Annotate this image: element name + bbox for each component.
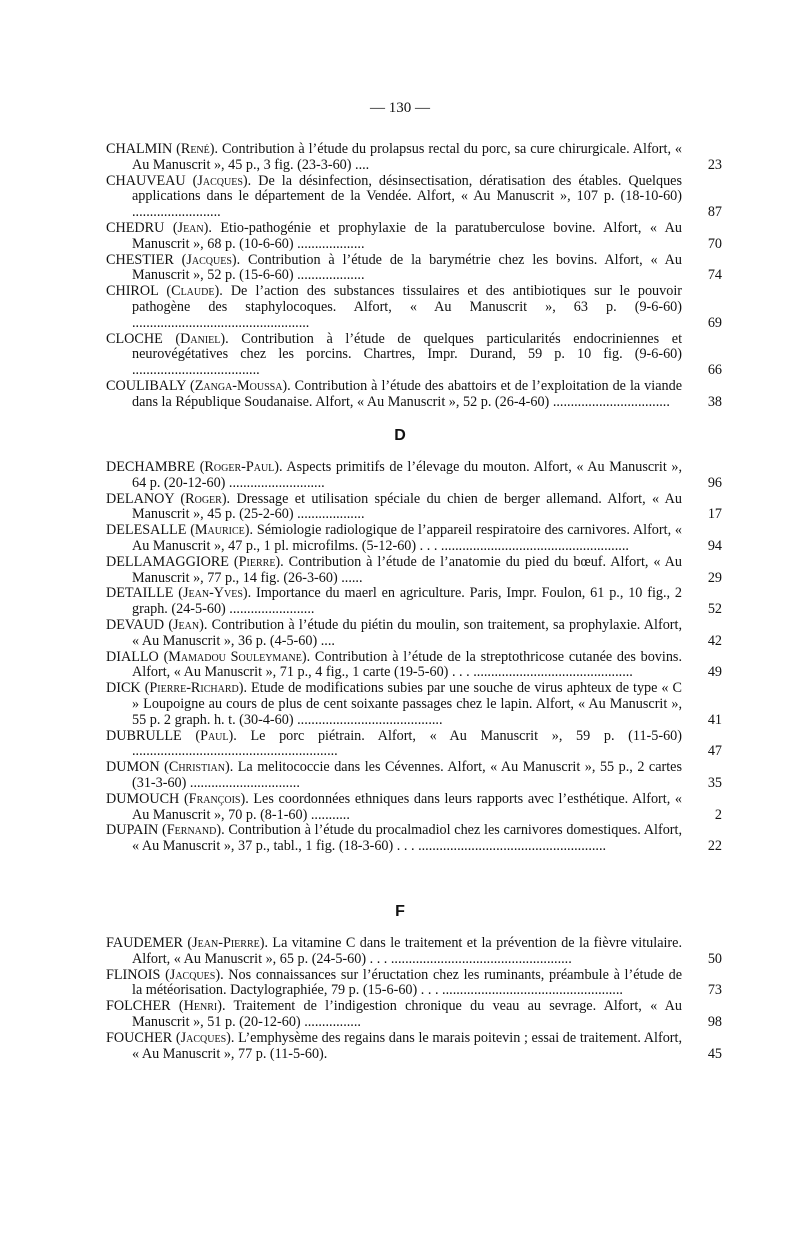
entry-text: . Nos connaissances sur l’éructation chez les ruminants, préambule à l’étude de la météorisation. Dactylographiée, 79 p. (15-6-60) . . . ................................................... bbox=[132, 966, 682, 999]
page-reference: 98 bbox=[707, 1013, 722, 1030]
bibliography-entry bbox=[106, 790, 722, 824]
bibliography-entry bbox=[106, 648, 722, 682]
page-reference: 17 bbox=[707, 506, 722, 523]
entry-text: . Contribution à l’étude du prolapsus rectal du porc, sa cure chirurgicale. Alfort, « Au Manuscrit », 45 p., 3 fig. (23-3-60) .... bbox=[132, 141, 682, 173]
author-firstname: (Jacques) bbox=[181, 251, 237, 268]
page-reference: 23 bbox=[707, 156, 722, 173]
author-firstname: (Pierre) bbox=[233, 553, 281, 570]
entry-text: . Contribution à l’étude de quelques particularités endocriniennes et neurovégétatives chez les porcins. Chartres, Impr. Durand, 59 p. 10 fig. (9-6-60) .................................... bbox=[132, 330, 683, 379]
author-surname: DECHAMBRE bbox=[106, 459, 196, 475]
author-firstname: (François) bbox=[183, 790, 246, 807]
bibliography-entry bbox=[106, 330, 722, 379]
entry-text: . Aspects primitifs de l’élevage du mouton. Alfort, « Au Manuscrit », 64 p. (20-12-60) ........................... bbox=[132, 459, 683, 491]
entry-text: . De l’action des substances tissulaires et des antibiotiques sur le pouvoir pathogène des staphylocoques. Alfort, « Au Manuscrit », 63 p. (9-6-60) .................................................. bbox=[132, 283, 683, 331]
bibliography-entry bbox=[106, 172, 722, 221]
author-surname: DELLAMAGGIORE bbox=[106, 553, 229, 570]
section-letter-f: F bbox=[395, 903, 405, 920]
bibliography-entry bbox=[106, 680, 722, 728]
author-surname: FOLCHER bbox=[106, 998, 171, 1015]
author-surname: CHESTIER bbox=[106, 251, 174, 268]
author-surname: DIALLO bbox=[106, 648, 159, 665]
author-firstname: (Jean-Yves) bbox=[178, 585, 248, 602]
author-surname: DELESALLE bbox=[106, 522, 187, 539]
author-firstname: (Maurice) bbox=[190, 522, 250, 539]
page-reference: 29 bbox=[707, 569, 722, 586]
page-reference: 45 bbox=[707, 1045, 722, 1062]
entry-text: . Contribution à l’étude du procalmadiol chez les carnivores domestiques. Alfort, « Au Manuscrit », 37 p., tabl., 1 fig. (18-3-60) . . . ..................................................... bbox=[132, 822, 682, 855]
author-firstname: (Claude) bbox=[166, 283, 220, 300]
entry-text: . Les coordonnées ethniques dans leurs rapports avec l’esthétique. Alfort, « Au Manuscrit », 70 p. (8-1-60) ........... bbox=[132, 790, 682, 823]
entry-text: . Contribution à l’étude de la streptothricose cutanée des bovins. Alfort, « Au Manuscrit », 71 p., 4 fig., 1 carte (19-5-60) . . . ............................................. bbox=[132, 648, 682, 681]
bibliography-entry bbox=[106, 459, 722, 492]
author-firstname: (Jacques) bbox=[165, 966, 221, 983]
author-firstname: (Jacques) bbox=[192, 172, 248, 189]
page-reference: 70 bbox=[707, 235, 722, 252]
bibliography-entry bbox=[106, 490, 722, 524]
bibliography-entry bbox=[106, 616, 722, 650]
author-surname: DUMON bbox=[106, 759, 160, 776]
author-firstname: (Zanga-Moussa) bbox=[190, 377, 288, 394]
page-reference: 66 bbox=[707, 362, 722, 379]
page-reference: 52 bbox=[707, 601, 722, 618]
entry-text: . Contribution à l’étude de la barymétrie chez les bovins. Alfort, « Au Manuscrit », 52 p. (15-6-60) ................... bbox=[132, 251, 682, 284]
bibliography-entry bbox=[106, 251, 722, 285]
bibliography-entry bbox=[106, 522, 722, 555]
author-surname: CHIROL bbox=[106, 283, 159, 300]
author-surname: FAUDEMER bbox=[106, 935, 183, 951]
page-reference: 94 bbox=[707, 537, 722, 554]
author-surname: CLOCHE bbox=[106, 330, 163, 347]
author-firstname: (Daniel) bbox=[175, 330, 226, 347]
entry-text: . Contribution à l’étude du piétin du moulin, son traitement, sa prophylaxie. Alfort, « Au Manuscrit », 36 p. (4-5-60) .... bbox=[132, 616, 683, 649]
author-firstname: (Jean) bbox=[168, 616, 204, 633]
entry-text: . Importance du maerl en agriculture. Paris, Impr. Foulon, 61 p., 10 fig., 2 graph. (24-5-60) ........................ bbox=[132, 585, 683, 618]
author-firstname: (Henri) bbox=[178, 998, 222, 1015]
author-firstname: (René) bbox=[176, 141, 215, 157]
author-surname: COULIBALY bbox=[106, 377, 187, 394]
section-f bbox=[0, 936, 800, 1062]
author-surname: DEVAUD bbox=[106, 616, 165, 633]
author-surname: CHEDRU bbox=[106, 219, 165, 236]
entry-text: . Etude de modifications subies par une souche de virus aphteux de type « C » Loupoigne au cours de plus de cent soixante passages chez le lapin. Alfort, « Au Manuscrit », 55 p. 2 graph. h. t. (30-4-60) ......................................... bbox=[132, 680, 682, 728]
section-letter-d: D bbox=[394, 427, 406, 444]
author-surname: DELANOY bbox=[106, 490, 175, 507]
page-reference: 50 bbox=[707, 950, 722, 967]
entry-text: . Le porc piétrain. Alfort, « Au Manuscrit », 59 p. (11-5-60) .......................................................... bbox=[132, 727, 683, 760]
bibliography-entry bbox=[106, 283, 722, 331]
author-firstname: (Jean-Pierre) bbox=[187, 935, 265, 951]
bibliography-entry bbox=[106, 377, 722, 411]
bibliography-entry bbox=[106, 998, 722, 1031]
section-c bbox=[0, 142, 800, 411]
bibliography-entry bbox=[106, 1029, 722, 1063]
author-surname: DUPAIN bbox=[106, 822, 159, 839]
author-firstname: (Roger-Paul) bbox=[199, 459, 280, 475]
author-surname: CHAUVEAU bbox=[106, 172, 186, 189]
author-surname: CHALMIN bbox=[106, 141, 173, 157]
bibliography-entry bbox=[106, 727, 722, 761]
entry-text: . Etio-pathogénie et prophylaxie de la paratuberculose bovine. Alfort, « Au Manuscrit », 68 p. (10-6-60) ................... bbox=[132, 219, 682, 252]
page-reference: 22 bbox=[707, 838, 722, 855]
section-d bbox=[0, 460, 800, 855]
page-reference: 47 bbox=[707, 743, 722, 760]
bibliography-entry bbox=[106, 935, 722, 968]
page-reference: 41 bbox=[707, 711, 722, 728]
bibliography-entry bbox=[106, 219, 722, 253]
page-reference: 42 bbox=[707, 632, 722, 649]
page-reference: 73 bbox=[707, 982, 722, 999]
bibliography-entry bbox=[106, 759, 722, 792]
entry-text: . Contribution à l’étude de l’anatomie du pied du bœuf. Alfort, « Au Manuscrit », 77 p., 14 fig. (26-3-60) ...... bbox=[132, 553, 683, 586]
author-firstname: (Fernand) bbox=[162, 822, 222, 839]
page-reference: 38 bbox=[707, 393, 722, 410]
author-firstname: (Mamadou Souleymane) bbox=[163, 648, 307, 665]
bibliography-entry bbox=[106, 966, 722, 1000]
bibliography-entry bbox=[106, 141, 722, 174]
entry-text: . Dressage et utilisation spéciale du chien de berger allemand. Alfort, « Au Manuscrit », 45 p. (25-2-60) ................... bbox=[132, 490, 682, 523]
author-surname: DETAILLE bbox=[106, 585, 174, 602]
author-firstname: (Pierre-Richard) bbox=[144, 680, 244, 697]
entry-text: . Sémiologie radiologique de l’appareil respiratoire des carnivores. Alfort, « Au Manuscrit », 47 p., 1 pl. microfilms. (5-12-60) . . . ..................................................... bbox=[132, 522, 683, 554]
bibliography-entry bbox=[106, 553, 722, 587]
author-surname: FLINOIS bbox=[106, 966, 161, 983]
page-reference: 74 bbox=[707, 267, 722, 284]
author-firstname: (Jean) bbox=[172, 219, 209, 236]
entry-text: . Contribution à l’étude des abattoirs et de l’exploitation de la viande dans la République Soudanaise. Alfort, « Au Manuscrit », 52 p. (26-4-60) ................................. bbox=[132, 377, 682, 410]
page-reference: 87 bbox=[707, 204, 722, 221]
author-surname: DICK bbox=[106, 680, 141, 697]
page-reference: 35 bbox=[707, 774, 722, 791]
entry-text: . La melitococcie dans les Cévennes. Alfort, « Au Manuscrit », 55 p., 2 cartes (31-3-60) ............................... bbox=[132, 759, 683, 791]
bibliography-entry bbox=[106, 822, 722, 855]
author-surname: DUMOUCH bbox=[106, 790, 180, 807]
page-number: — 130 — bbox=[370, 100, 430, 116]
author-firstname: (Jacques) bbox=[175, 1029, 231, 1046]
entry-text: . La vitamine C dans le traitement et la prévention de la fièvre vitulaire. Alfort, « Au Manuscrit », 65 p. (24-5-60) . . . ................................................... bbox=[132, 935, 683, 967]
page-reference: 69 bbox=[707, 314, 722, 331]
page-reference: 49 bbox=[707, 664, 722, 681]
author-surname: FOUCHER bbox=[106, 1029, 173, 1046]
author-firstname: (Christian) bbox=[164, 759, 230, 776]
author-surname: DUBRULLE bbox=[106, 727, 182, 744]
page-reference: 96 bbox=[707, 474, 722, 491]
page-reference: 2 bbox=[714, 806, 722, 823]
author-firstname: (Roger) bbox=[180, 490, 227, 507]
entry-text: . L’emphysème des regains dans le marais poitevin ; essai de traitement. Alfort, « Au Manuscrit », 77 p. (11-5-60). bbox=[132, 1029, 682, 1062]
entry-text: . Traitement de l’indigestion chronique du veau au sevrage. Alfort, « Au Manuscrit », 51 p. (20-12-60) ................ bbox=[132, 998, 683, 1030]
bibliography-entry bbox=[106, 585, 722, 618]
entry-text: . De la désinfection, désinsectisation, dératisation des étables. Quelques applications dans le département de la Vendée. Alfort, « Au Manuscrit », 107 p. (18-10-60) ......................... bbox=[132, 172, 683, 221]
author-firstname: (Paul) bbox=[195, 727, 234, 744]
